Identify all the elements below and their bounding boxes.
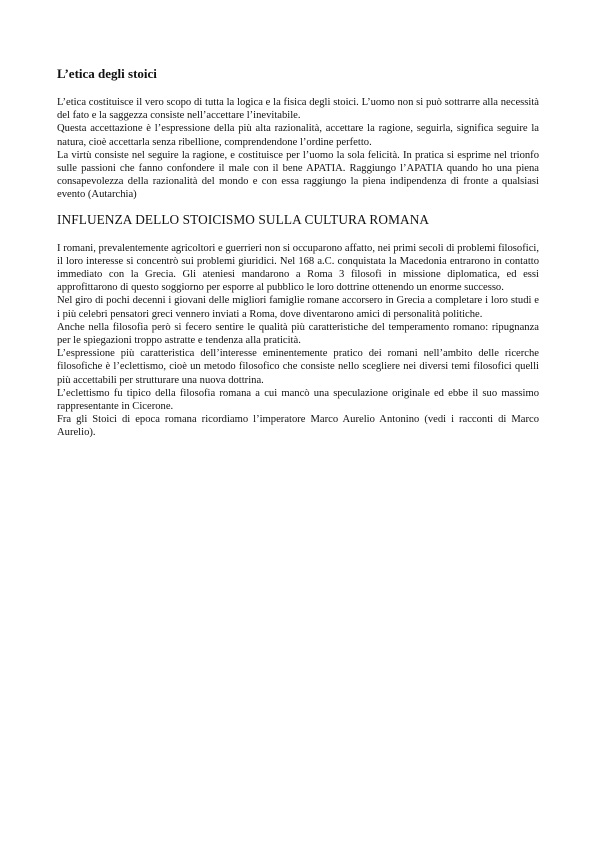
paragraph: Anche nella filosofia però si fecero sentire le qualità più caratteristiche del temperamento romano: ripugnanza per le spiegazioni troppo astratte e tendenza alla praticità. bbox=[57, 321, 539, 347]
section-title-etica: L’etica degli stoici bbox=[57, 66, 157, 81]
paragraph: Questa accettazione è l’espressione della più alta razionalità, accettare la ragione, seguirla, significa seguire la natura, cioè accettarla senza ribellione, comprendendone l’ordine perfetto. bbox=[57, 123, 539, 148]
section-etica-stoici bbox=[57, 66, 539, 202]
section-body-influenza bbox=[57, 242, 539, 440]
document-page bbox=[57, 66, 539, 450]
paragraph: L’eclettismo fu tipico della filosofia romana a cui mancò una speculazione originale ed ebbe il suo massimo rappresentante in Cicerone. bbox=[57, 387, 539, 413]
paragraph: Nel giro di pochi decenni i giovani delle migliori famiglie romane accorsero in Grecia a completare i loro studi e i più celebri pensatori greci vennero inviati a Roma, dove diventarono amici di personalità politiche. bbox=[57, 295, 539, 320]
paragraph: I romani, prevalentemente agricoltori e guerrieri non si occuparono affatto, nei primi secoli di problemi filosofici, il loro interesse si concentrò sui problemi giuridici. Nel 168 a.C. conquistata la Macedonia entrarono in contatto immediato con la Grecia. Gli ateniesi mandarono a Roma 3 filosofi in missione diplomatica, ed essi approfittarono di questo soggiorno per esporre al pubblico le loro dottrine ottenendo un enorme successo. bbox=[57, 242, 539, 294]
paragraph: L’etica costituisce il vero scopo di tutta la logica e la fisica degli stoici. L’uomo non si può sottrarre alla necessità del fato e la saggezza consiste nell’accettare l’inevitabile. bbox=[57, 97, 539, 122]
paragraph: La virtù consiste nel seguire la ragione, e costituisce per l’uomo la sola felicità. In pratica si esprime nel trionfo sulle passioni che fanno confondere il male con il bene APATIA. Raggiungo l’APATIA quando ho una piena consapevolezza della razionalità del mondo e con essa raggiungo la piena indipendenza di fronte a qualsiasi evento (Autarchia) bbox=[57, 149, 539, 201]
section-title-influenza: INFLUENZA DELLO STOICISMO SULLA CULTURA ROMANA bbox=[57, 211, 430, 227]
section-influenza-stoicismo bbox=[57, 212, 539, 440]
section-body-etica bbox=[57, 96, 539, 202]
paragraph: Fra gli Stoici di epoca romana ricordiamo l’imperatore Marco Aurelio Antonino (vedi i racconti di Marco Aurelio). bbox=[57, 414, 539, 439]
paragraph: L’espressione più caratteristica dell’interesse eminentemente pratico dei romani nell’ambito delle ricerche filosofiche è l’eclettismo, cioè un metodo filosofico che consiste nello scegliere nei diversi temi filosofici quelli più accettabili per strutturare una nuova dottrina. bbox=[57, 348, 539, 386]
